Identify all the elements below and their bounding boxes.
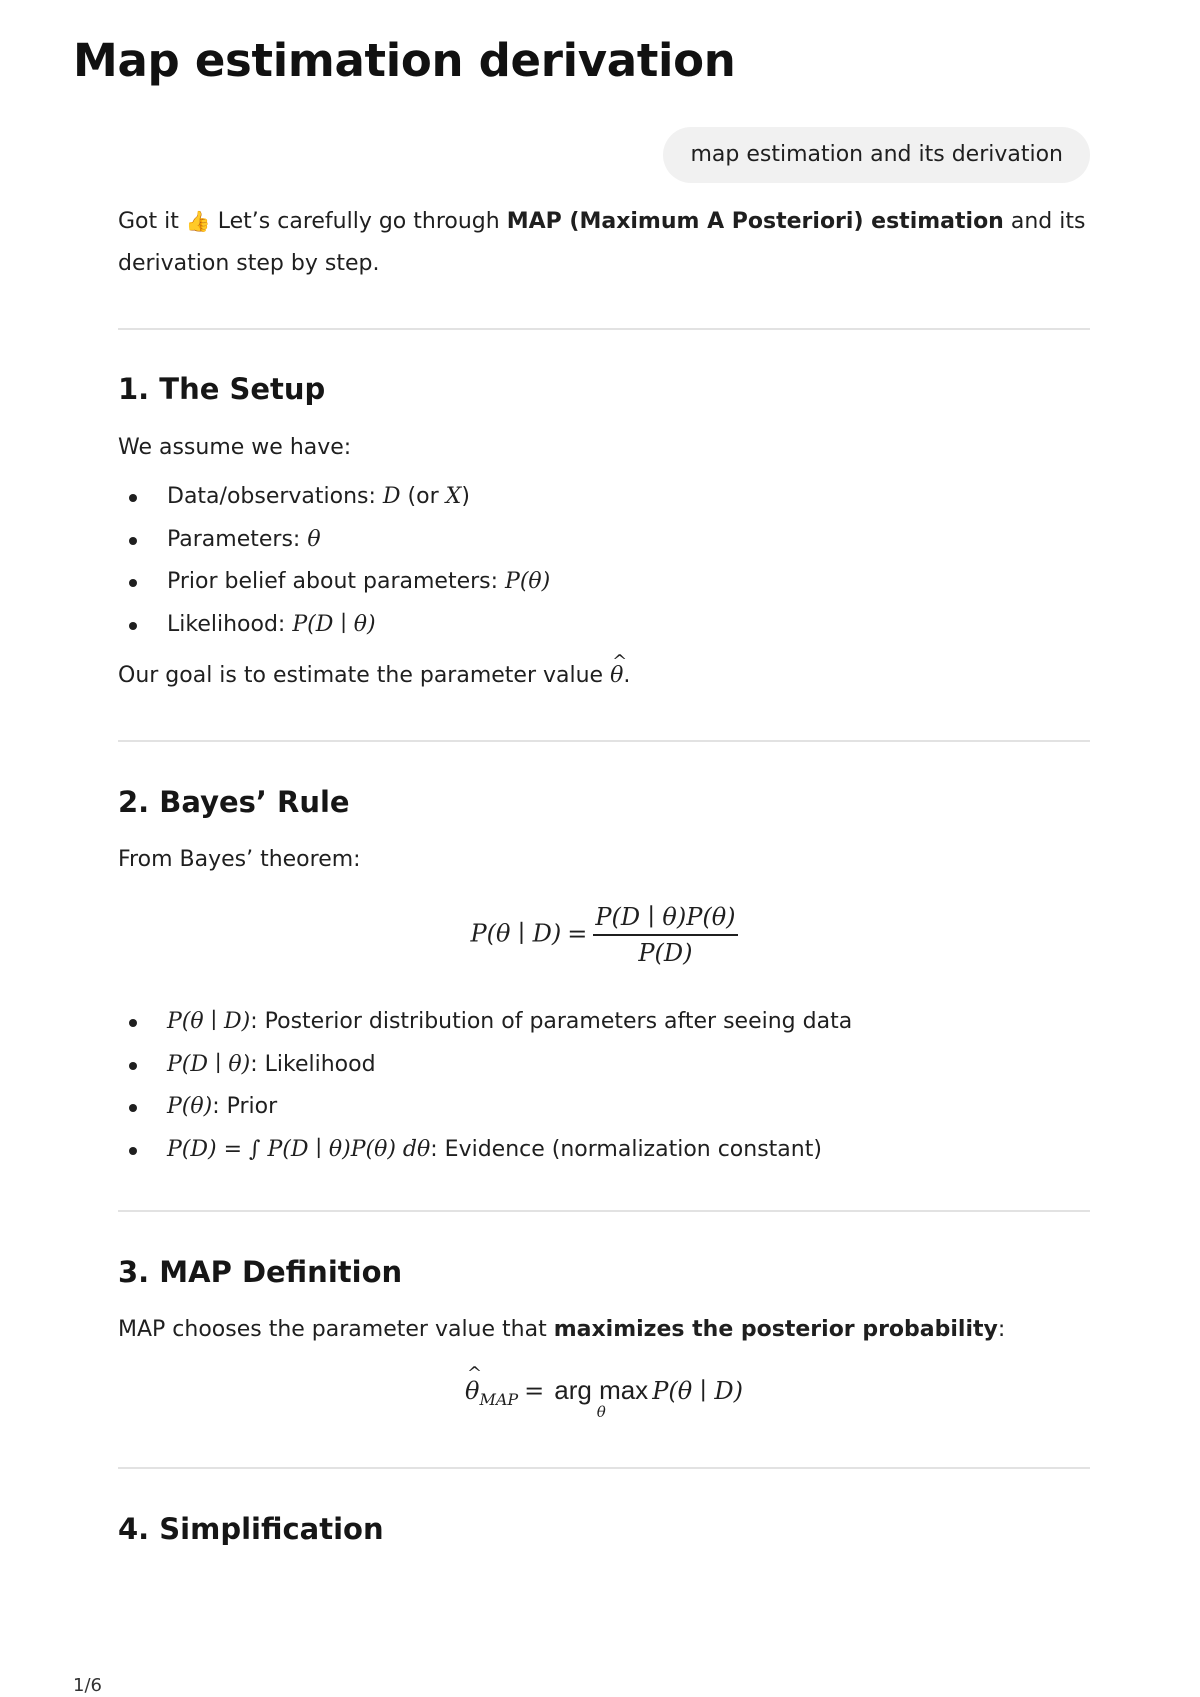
map-definition-lead: MAP chooses the parameter value that maximizes the posterior probability: (118, 1317, 1006, 1342)
math-inline: D (382, 484, 401, 509)
intro-prefix: Got it (118, 209, 186, 234)
list-item: P(D) = ∫ P(D ∣ θ)P(θ) dθ: Evidence (normalization constant) (118, 1129, 852, 1172)
map-subscript: MAP (479, 1390, 519, 1409)
math-inline: θ (307, 526, 321, 552)
bayes-lhs: P(θ ∣ D) (470, 919, 562, 948)
bayes-fraction (593, 903, 737, 967)
bayes-lead: From Bayes’ theorem: (118, 847, 361, 872)
setup-goal: Our goal is to estimate the parameter value ^ θ. (118, 661, 1090, 691)
math-inline: P(D ∣ θ) (292, 611, 376, 637)
list-item: P(θ): Prior (118, 1086, 852, 1129)
fraction-denominator: P(D) (638, 939, 693, 967)
section-heading-simplification: 4. Simplification (118, 1512, 384, 1546)
page-title: Map estimation derivation (73, 34, 736, 87)
intro-middle: Let’s carefully go through (210, 209, 507, 234)
math-inline: X (445, 484, 462, 509)
list-item: P(θ ∣ D): Posterior distribution of parameters after seeing data (118, 1001, 852, 1044)
math-inline: P(D ∣ θ) (167, 1051, 251, 1077)
divider (118, 1210, 1090, 1212)
user-message-bubble: map estimation and its derivation (663, 127, 1090, 183)
math-inline: P(θ) (505, 569, 551, 594)
divider (118, 1467, 1090, 1469)
list-item: P(D ∣ θ): Likelihood (118, 1044, 852, 1087)
setup-lead: We assume we have: (118, 435, 352, 460)
intro-paragraph (118, 200, 1090, 285)
intro-suffix: and its derivation step by step. (118, 209, 1086, 276)
theta-hat-math: ^ θ (610, 661, 623, 691)
list-item: Parameters: θ (118, 519, 550, 562)
math-inline: P(D) = ∫ P(D ∣ θ)P(θ) dθ (167, 1136, 431, 1162)
section-heading-bayes: 2. Bayes’ Rule (118, 785, 350, 819)
math-inline: P(θ) (167, 1094, 213, 1119)
bayes-terms-list (118, 1001, 852, 1171)
argmax-operator: arg max θ (554, 1375, 649, 1421)
equals-sign: = (567, 919, 588, 948)
page-number: 1/6 (73, 1675, 102, 1696)
divider (118, 740, 1090, 742)
section-heading-map-definition: 3. MAP Definition (118, 1255, 403, 1289)
math-inline: P(θ ∣ D) (167, 1009, 251, 1034)
section-heading-setup: 1. The Setup (118, 372, 326, 406)
setup-list (118, 476, 550, 646)
list-item: Prior belief about parameters: P(θ) (118, 561, 550, 604)
thumbs-up-icon: 👍 (185, 209, 211, 233)
divider (118, 328, 1090, 330)
theta-hat-math: ^ θ (465, 1377, 479, 1405)
map-rhs: P(θ ∣ D) (652, 1377, 743, 1405)
list-item: Data/observations: D (or X) (118, 476, 550, 519)
bayes-equation (118, 903, 1090, 967)
list-item: Likelihood: P(D ∣ θ) (118, 604, 550, 647)
fraction-numerator: P(D ∣ θ)P(θ) (593, 903, 737, 936)
intro-bold: MAP (Maximum A Posteriori) estimation (506, 209, 1004, 234)
argmax-under: θ (596, 1403, 606, 1421)
equals-sign: = (524, 1377, 545, 1405)
map-equation (118, 1375, 1090, 1421)
